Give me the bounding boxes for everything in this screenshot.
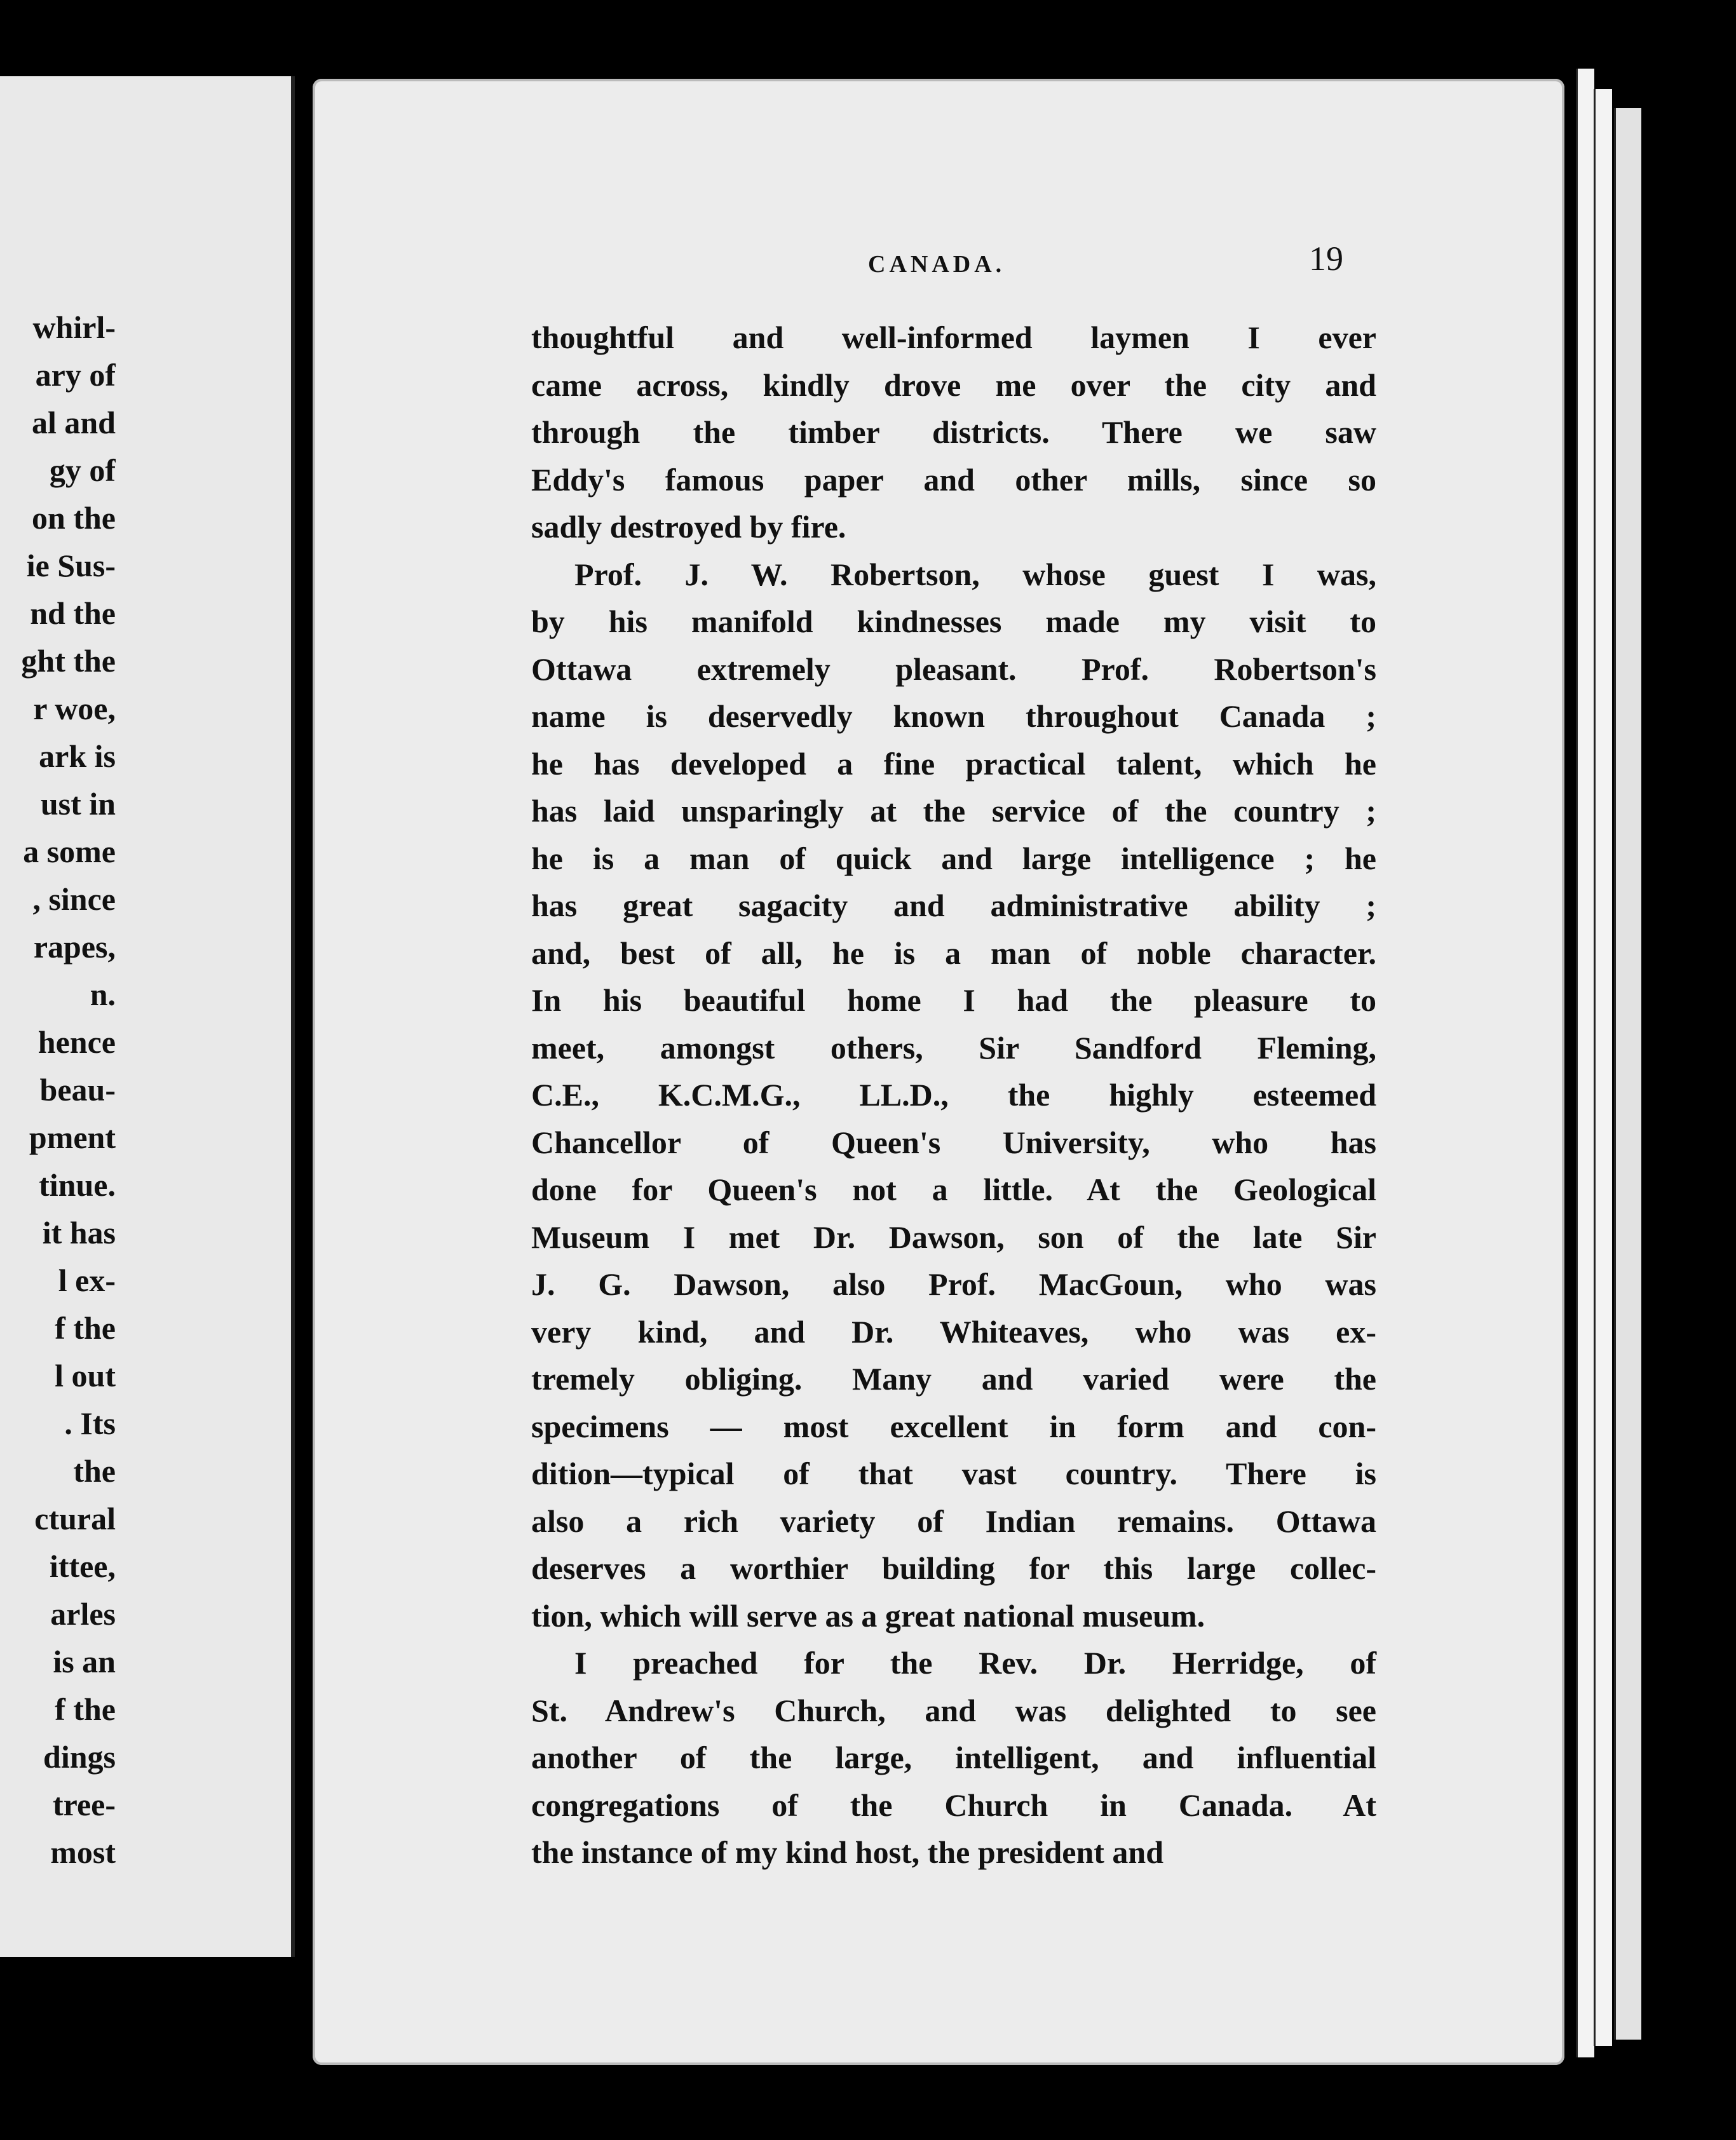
left-page-line: . Its [64, 1405, 116, 1441]
text-line: In his beautiful home I had the pleasure to [531, 982, 1376, 1018]
page-edge [1576, 69, 1594, 2057]
page-number: 19 [1309, 240, 1343, 278]
left-page-line: it has [42, 1215, 116, 1250]
left-page-text [0, 304, 116, 1876]
text-line: done for Queen's not a little. At the Geological [531, 1172, 1376, 1207]
left-page-line: ary of [35, 357, 116, 393]
left-page-line: the [73, 1453, 116, 1489]
text-line: has laid unsparingly at the service of the country ; [531, 793, 1376, 829]
text-line: Ottawa extremely pleasant. Prof. Robertson's [531, 651, 1376, 687]
left-page-line: dings [43, 1739, 116, 1775]
text-line: name is deservedly known throughout Canada ; [531, 698, 1376, 734]
page-edge [1594, 89, 1612, 2046]
left-page-line: is an [53, 1644, 116, 1679]
left-page-line: n. [90, 977, 116, 1012]
left-page-line: r woe, [33, 691, 116, 726]
left-page-line: ark is [39, 738, 116, 774]
text-line: and, best of all, he is a man of noble character. [531, 935, 1376, 971]
left-page-line: l out [55, 1358, 116, 1393]
text-line: came across, kindly drove me over the city and [531, 367, 1376, 403]
running-head: CANADA. [868, 251, 1006, 278]
text-line: Museum I met Dr. Dawson, son of the late Sir [531, 1219, 1376, 1255]
page-edge [1614, 108, 1641, 2040]
left-page-line: beau- [39, 1072, 116, 1107]
left-page-line: al and [31, 405, 116, 440]
text-line: Chancellor of Queen's University, who has [531, 1124, 1376, 1160]
text-line: dition—typical of that vast country. There is [531, 1456, 1376, 1491]
text-line: specimens — most excellent in form and con- [531, 1408, 1376, 1444]
left-page-line: ctural [34, 1501, 116, 1536]
text-line: also a rich variety of Indian remains. Ottawa [531, 1503, 1376, 1539]
left-page-line: nd the [30, 595, 116, 631]
left-page-line: rapes, [33, 929, 116, 965]
text-line: St. Andrew's Church, and was delighted to see [531, 1692, 1376, 1728]
text-line: C.E., K.C.M.G., LL.D., the highly esteemed [531, 1077, 1376, 1113]
text-line: he has developed a fine practical talent, which he [531, 745, 1376, 782]
left-page-line: , since [32, 881, 116, 917]
text-line: J. G. Dawson, also Prof. MacGoun, who was [531, 1266, 1376, 1302]
text-line: deserves a worthier building for this large collec- [531, 1550, 1376, 1586]
left-page-line: a some [23, 834, 116, 869]
left-page-line: tinue. [39, 1167, 116, 1203]
left-page-line: ust in [40, 786, 116, 822]
text-line: the instance of my kind host, the president and [531, 1834, 1164, 1870]
text-line: another of the large, intelligent, and influential [531, 1740, 1376, 1775]
left-page-line: gy of [49, 452, 116, 488]
left-page-line: ie Sus- [26, 548, 116, 583]
left-page-line: f the [55, 1310, 116, 1346]
text-line: meet, amongst others, Sir Sandford Fleming, [531, 1029, 1376, 1066]
text-line: he is a man of quick and large intelligence ; he [531, 840, 1376, 876]
text-line: tion, which will serve as a great national museum. [531, 1597, 1205, 1634]
left-page-line: hence [37, 1024, 116, 1060]
text-line: through the timber districts. There we saw [531, 414, 1376, 450]
left-page-line: ittee, [49, 1548, 116, 1584]
text-line: thoughtful and well-informed laymen I ever [531, 320, 1376, 355]
left-page-line: pment [29, 1120, 116, 1155]
left-page-line: ght the [21, 643, 116, 679]
left-page [0, 76, 295, 1957]
left-page-line: arles [50, 1596, 116, 1632]
text-line: Prof. J. W. Robertson, whose guest I was, [574, 556, 1376, 592]
text-line: congregations of the Church in Canada. At [531, 1787, 1376, 1823]
text-line: sadly destroyed by fire. [531, 509, 846, 545]
body-text [531, 314, 1376, 1876]
left-page-line: tree- [53, 1787, 116, 1822]
text-line: very kind, and Dr. Whiteaves, who was ex- [531, 1313, 1376, 1350]
left-page-line: f the [55, 1691, 116, 1727]
left-page-line: on the [32, 500, 116, 536]
text-line: has great sagacity and administrative ability ; [531, 888, 1376, 923]
left-page-line: most [50, 1834, 116, 1870]
left-page-line: whirl- [32, 309, 116, 345]
text-line: tremely obliging. Many and varied were the [531, 1361, 1376, 1397]
text-line: Eddy's famous paper and other mills, since so [531, 461, 1376, 498]
text-line: by his manifold kindnesses made my visit to [531, 604, 1376, 639]
left-page-line: l ex- [58, 1263, 116, 1298]
text-line: I preached for the Rev. Dr. Herridge, of [574, 1645, 1376, 1681]
